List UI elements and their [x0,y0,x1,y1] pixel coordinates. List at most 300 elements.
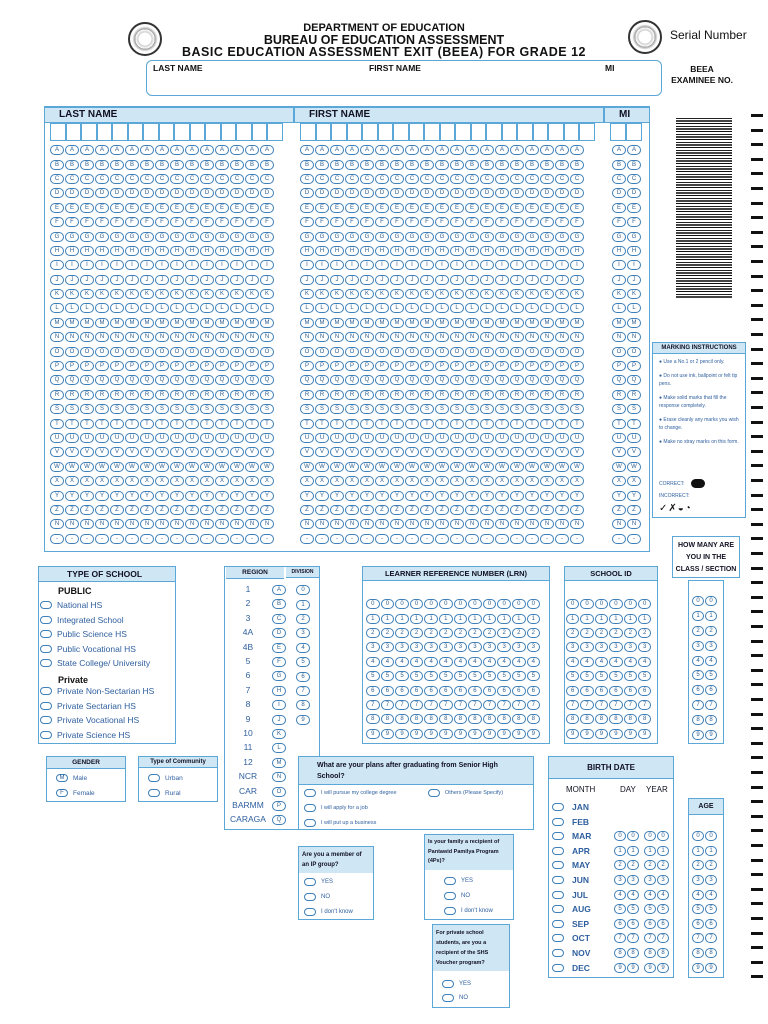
answer-bubble[interactable]: Ñ [245,519,259,529]
answer-bubble[interactable]: P [435,361,449,371]
answer-bubble[interactable]: L [525,303,539,313]
answer-bubble[interactable]: 3 [624,642,637,652]
school-type-bubble[interactable] [40,731,52,739]
answer-bubble[interactable]: G [50,232,64,242]
answer-bubble[interactable]: 8 [410,714,424,724]
answer-bubble[interactable]: V [95,447,109,457]
answer-bubble[interactable]: - [570,534,584,544]
answer-bubble[interactable]: N [80,332,94,342]
answer-bubble[interactable]: V [420,447,434,457]
answer-bubble[interactable]: V [570,447,584,457]
answer-bubble[interactable]: M [375,318,389,328]
answer-bubble[interactable]: 6 [566,686,579,696]
answer-bubble[interactable]: D [185,188,199,198]
answer-bubble[interactable]: U [495,433,509,443]
answer-bubble[interactable]: I [540,260,554,270]
answer-bubble[interactable]: Q [510,375,524,385]
answer-bubble[interactable]: 7 [644,933,656,943]
answer-bubble[interactable]: 4 [692,656,704,666]
answer-bubble[interactable]: - [170,534,184,544]
answer-bubble[interactable]: 1 [527,614,541,624]
answer-bubble[interactable]: H [435,246,449,256]
answer-bubble[interactable]: J [140,275,154,285]
answer-bubble[interactable]: 2 [439,628,453,638]
answer-bubble[interactable]: Q [110,375,124,385]
letter-box[interactable] [190,123,206,141]
school-type-option[interactable] [40,715,139,725]
answer-bubble[interactable]: V [315,447,329,457]
answer-bubble[interactable]: 5 [410,671,424,681]
answer-bubble[interactable]: F [110,217,124,227]
answer-bubble[interactable]: X [360,476,374,486]
answer-bubble[interactable]: J [125,275,139,285]
answer-bubble[interactable]: E [300,203,314,213]
answer-bubble[interactable]: P [540,361,554,371]
answer-bubble[interactable]: M [555,318,569,328]
letter-box[interactable] [533,123,549,141]
answer-bubble[interactable]: T [345,419,359,429]
answer-bubble[interactable]: W [185,462,199,472]
answer-bubble[interactable]: W [375,462,389,472]
answer-bubble[interactable]: M [110,318,124,328]
answer-bubble[interactable]: M [495,318,509,328]
answer-bubble[interactable]: 4 [566,657,579,667]
answer-bubble[interactable]: 0 [439,599,453,609]
answer-bubble[interactable]: B [480,160,494,170]
answer-bubble[interactable]: W [465,462,479,472]
answer-bubble[interactable]: Q [245,375,259,385]
answer-bubble[interactable]: B [612,160,626,170]
answer-bubble[interactable]: N [185,332,199,342]
answer-bubble[interactable]: C [360,174,374,184]
answer-bubble[interactable]: 4 [638,657,651,667]
answer-bubble[interactable]: 0 [644,831,656,841]
answer-bubble[interactable]: Ñ [125,519,139,529]
answer-bubble[interactable]: O [525,347,539,357]
answer-bubble[interactable]: Z [435,505,449,515]
answer-bubble[interactable]: - [360,534,374,544]
answer-bubble[interactable]: A [465,145,479,155]
answer-bubble[interactable]: J [540,275,554,285]
answer-bubble[interactable]: K [95,289,109,299]
answer-bubble[interactable]: 3 [609,642,622,652]
answer-bubble[interactable]: R [50,390,64,400]
answer-bubble[interactable]: W [260,462,274,472]
answer-bubble[interactable]: Z [110,505,124,515]
answer-bubble[interactable]: K [155,289,169,299]
answer-bubble[interactable]: Y [65,491,79,501]
answer-bubble[interactable]: D [125,188,139,198]
answer-bubble[interactable]: P [170,361,184,371]
answer-bubble[interactable]: N [510,332,524,342]
answer-bubble[interactable]: F [65,217,79,227]
answer-bubble[interactable]: I [330,260,344,270]
answer-bubble[interactable]: O [465,347,479,357]
answer-bubble[interactable]: 0 [424,599,438,609]
answer-bubble[interactable]: 0 [609,599,622,609]
answer-bubble[interactable]: 3 [566,642,579,652]
answer-bubble[interactable]: M [140,318,154,328]
answer-bubble[interactable]: E [260,203,274,213]
answer-bubble[interactable]: Ñ [140,519,154,529]
answer-bubble[interactable]: F [627,217,641,227]
answer-bubble[interactable]: G [570,232,584,242]
answer-bubble[interactable]: 1 [424,614,438,624]
answer-bubble[interactable]: R [245,390,259,400]
answer-bubble[interactable]: U [405,433,419,443]
answer-bubble[interactable]: 6 [410,686,424,696]
answer-bubble[interactable]: D [405,188,419,198]
answer-bubble[interactable]: M [510,318,524,328]
answer-bubble[interactable]: 5 [644,904,656,914]
answer-bubble[interactable]: B [465,160,479,170]
answer-bubble[interactable]: 5 [705,904,717,914]
answer-bubble[interactable]: Q [420,375,434,385]
answer-bubble[interactable]: 0 [566,599,579,609]
answer-bubble[interactable]: I [405,260,419,270]
answer-bubble[interactable]: E [555,203,569,213]
answer-bubble[interactable]: 3 [296,628,310,638]
answer-bubble[interactable]: L [390,303,404,313]
answer-bubble[interactable]: R [375,390,389,400]
answer-bubble[interactable]: D [215,188,229,198]
answer-bubble[interactable]: W [612,462,626,472]
answer-bubble[interactable]: T [95,419,109,429]
answer-bubble[interactable]: O [200,347,214,357]
answer-bubble[interactable]: R [420,390,434,400]
answer-bubble[interactable]: O [360,347,374,357]
answer-bubble[interactable]: Q [555,375,569,385]
answer-bubble[interactable]: I [315,260,329,270]
answer-bubble[interactable]: U [170,433,184,443]
answer-bubble[interactable]: N [65,332,79,342]
answer-bubble[interactable]: Y [80,491,94,501]
answer-bubble[interactable]: 3 [468,642,482,652]
answer-bubble[interactable]: R [465,390,479,400]
answer-bubble[interactable]: - [510,534,524,544]
answer-bubble[interactable]: D [540,188,554,198]
answer-bubble[interactable]: J [95,275,109,285]
answer-bubble[interactable]: U [50,433,64,443]
answer-bubble[interactable]: 1 [609,614,622,624]
answer-bubble[interactable]: C [480,174,494,184]
answer-bubble[interactable]: P [245,361,259,371]
region-bubble[interactable]: I [272,700,286,710]
answer-bubble[interactable]: M [570,318,584,328]
answer-bubble[interactable]: 4 [580,657,593,667]
answer-bubble[interactable]: 1 [595,614,608,624]
answer-bubble[interactable]: R [80,390,94,400]
answer-bubble[interactable]: X [50,476,64,486]
answer-bubble[interactable]: 0 [692,596,704,606]
answer-bubble[interactable]: 5 [454,671,468,681]
answer-bubble[interactable]: 3 [627,875,639,885]
answer-bubble[interactable]: X [510,476,524,486]
answer-bubble[interactable]: 8 [580,714,593,724]
answer-bubble[interactable]: 9 [366,729,380,739]
answer-bubble[interactable]: W [230,462,244,472]
month-bubble[interactable] [552,891,564,899]
answer-bubble[interactable]: J [627,275,641,285]
answer-bubble[interactable]: D [95,188,109,198]
answer-bubble[interactable]: Q [435,375,449,385]
answer-bubble[interactable]: 2 [424,628,438,638]
answer-bubble[interactable]: C [230,174,244,184]
answer-bubble[interactable]: G [510,232,524,242]
region-bubble[interactable]: N [272,772,286,782]
answer-bubble[interactable]: Z [405,505,419,515]
answer-bubble[interactable]: D [65,188,79,198]
answer-bubble[interactable]: G [405,232,419,242]
answer-bubble[interactable]: I [260,260,274,270]
answer-bubble[interactable]: U [525,433,539,443]
answer-bubble[interactable]: O [555,347,569,357]
answer-bubble[interactable]: G [612,232,626,242]
answer-bubble[interactable]: C [510,174,524,184]
answer-bubble[interactable]: E [330,203,344,213]
answer-bubble[interactable]: F [185,217,199,227]
answer-bubble[interactable]: I [155,260,169,270]
answer-bubble[interactable]: Ñ [525,519,539,529]
letter-box[interactable] [316,123,332,141]
answer-bubble[interactable]: 6 [657,919,669,929]
answer-bubble[interactable]: U [540,433,554,443]
answer-bubble[interactable]: U [510,433,524,443]
answer-bubble[interactable]: R [95,390,109,400]
answer-bubble[interactable]: H [525,246,539,256]
school-type-option[interactable] [40,701,136,711]
answer-bubble[interactable]: X [612,476,626,486]
answer-bubble[interactable]: 4 [624,657,637,667]
answer-bubble[interactable]: I [230,260,244,270]
answer-bubble[interactable]: 0 [366,599,380,609]
answer-bubble[interactable]: U [260,433,274,443]
answer-bubble[interactable]: - [375,534,389,544]
letter-box[interactable] [486,123,502,141]
answer-bubble[interactable]: Ñ [315,519,329,529]
answer-bubble[interactable]: C [570,174,584,184]
answer-bubble[interactable]: 4 [527,657,541,667]
answer-bubble[interactable]: U [570,433,584,443]
answer-bubble[interactable]: U [480,433,494,443]
answer-bubble[interactable]: X [525,476,539,486]
answer-bubble[interactable]: C [450,174,464,184]
answer-bubble[interactable]: L [245,303,259,313]
answer-bubble[interactable]: G [65,232,79,242]
answer-bubble[interactable]: Ñ [330,519,344,529]
answer-bubble[interactable]: V [300,447,314,457]
answer-bubble[interactable]: M [245,318,259,328]
answer-bubble[interactable]: Y [50,491,64,501]
answer-bubble[interactable]: J [65,275,79,285]
answer-bubble[interactable]: 1 [644,846,656,856]
answer-bubble[interactable]: S [420,404,434,414]
answer-bubble[interactable]: S [495,404,509,414]
letter-box[interactable] [579,123,595,141]
month-option[interactable] [552,919,589,929]
answer-bubble[interactable]: E [450,203,464,213]
answer-bubble[interactable]: E [495,203,509,213]
answer-bubble[interactable]: Ñ [570,519,584,529]
answer-bubble[interactable]: G [390,232,404,242]
answer-bubble[interactable]: W [65,462,79,472]
answer-bubble[interactable]: 9 [410,729,424,739]
answer-bubble[interactable]: S [245,404,259,414]
answer-bubble[interactable]: L [50,303,64,313]
answer-bubble[interactable]: 0 [381,599,395,609]
answer-bubble[interactable]: R [230,390,244,400]
answer-bubble[interactable]: J [80,275,94,285]
answer-bubble[interactable]: C [315,174,329,184]
answer-bubble[interactable]: 4 [512,657,526,667]
answer-bubble[interactable]: Y [480,491,494,501]
plan-job-bubble[interactable] [304,804,316,812]
month-option[interactable] [552,933,590,943]
school-type-bubble[interactable] [40,659,52,667]
answer-bubble[interactable]: G [140,232,154,242]
answer-bubble[interactable]: Z [360,505,374,515]
answer-bubble[interactable]: V [170,447,184,457]
letter-box[interactable] [610,123,626,141]
answer-bubble[interactable]: N [125,332,139,342]
answer-bubble[interactable]: S [315,404,329,414]
answer-bubble[interactable]: E [345,203,359,213]
answer-bubble[interactable]: I [95,260,109,270]
answer-bubble[interactable]: G [315,232,329,242]
answer-bubble[interactable]: H [95,246,109,256]
answer-bubble[interactable]: J [170,275,184,285]
answer-bubble[interactable]: G [375,232,389,242]
answer-bubble[interactable]: C [215,174,229,184]
answer-bubble[interactable]: F [260,217,274,227]
answer-bubble[interactable]: - [50,534,64,544]
answer-bubble[interactable]: 6 [454,686,468,696]
region-bubble[interactable]: B [272,599,286,609]
month-bubble[interactable] [552,832,564,840]
answer-bubble[interactable]: O [155,347,169,357]
answer-bubble[interactable]: A [80,145,94,155]
answer-bubble[interactable]: - [155,534,169,544]
region-bubble[interactable]: L [272,743,286,753]
letter-box[interactable] [128,123,144,141]
answer-bubble[interactable]: V [65,447,79,457]
answer-bubble[interactable]: G [110,232,124,242]
answer-bubble[interactable]: O [230,347,244,357]
answer-bubble[interactable]: C [185,174,199,184]
answer-bubble[interactable]: 6 [424,686,438,696]
answer-bubble[interactable]: Ñ [260,519,274,529]
answer-bubble[interactable]: W [570,462,584,472]
answer-bubble[interactable]: L [495,303,509,313]
answer-bubble[interactable]: E [185,203,199,213]
answer-bubble[interactable]: S [510,404,524,414]
answer-bubble[interactable]: E [125,203,139,213]
answer-bubble[interactable]: Y [345,491,359,501]
answer-bubble[interactable]: G [245,232,259,242]
answer-bubble[interactable]: H [450,246,464,256]
answer-bubble[interactable]: U [612,433,626,443]
answer-bubble[interactable]: O [540,347,554,357]
answer-bubble[interactable]: - [300,534,314,544]
answer-bubble[interactable]: - [435,534,449,544]
answer-bubble[interactable]: D [245,188,259,198]
answer-bubble[interactable]: Q [50,375,64,385]
answer-bubble[interactable]: V [465,447,479,457]
answer-bubble[interactable]: 1 [483,614,497,624]
school-type-option[interactable] [40,615,124,625]
answer-bubble[interactable]: M [612,318,626,328]
answer-bubble[interactable]: 8 [705,715,717,725]
answer-bubble[interactable]: Y [540,491,554,501]
answer-bubble[interactable]: B [230,160,244,170]
answer-bubble[interactable]: 5 [566,671,579,681]
answer-bubble[interactable]: R [110,390,124,400]
answer-bubble[interactable]: 0 [468,599,482,609]
answer-bubble[interactable]: 8 [609,714,622,724]
answer-bubble[interactable]: 3 [692,875,704,885]
answer-bubble[interactable]: 6 [580,686,593,696]
answer-bubble[interactable]: A [555,145,569,155]
answer-bubble[interactable]: F [345,217,359,227]
answer-bubble[interactable]: T [300,419,314,429]
answer-bubble[interactable]: B [215,160,229,170]
answer-bubble[interactable]: D [555,188,569,198]
answer-bubble[interactable]: N [315,332,329,342]
answer-bubble[interactable]: R [435,390,449,400]
answer-bubble[interactable]: H [230,246,244,256]
answer-bubble[interactable]: D [230,188,244,198]
answer-bubble[interactable]: P [50,361,64,371]
answer-bubble[interactable]: C [627,174,641,184]
answer-bubble[interactable]: V [80,447,94,457]
answer-bubble[interactable]: B [450,160,464,170]
answer-bubble[interactable]: M [50,318,64,328]
answer-bubble[interactable]: M [170,318,184,328]
answer-bubble[interactable]: V [230,447,244,457]
answer-bubble[interactable]: F [612,217,626,227]
answer-bubble[interactable]: C [540,174,554,184]
answer-bubble[interactable]: Ñ [612,519,626,529]
answer-bubble[interactable]: J [480,275,494,285]
answer-bubble[interactable]: G [170,232,184,242]
answer-bubble[interactable]: P [525,361,539,371]
letter-box[interactable] [81,123,97,141]
answer-bubble[interactable]: Q [405,375,419,385]
month-bubble[interactable] [552,934,564,942]
answer-bubble[interactable]: B [435,160,449,170]
month-option[interactable] [552,831,591,841]
first-name-boxes[interactable] [300,123,595,141]
answer-bubble[interactable]: B [627,160,641,170]
answer-bubble[interactable]: V [200,447,214,457]
answer-bubble[interactable]: I [525,260,539,270]
answer-bubble[interactable]: T [555,419,569,429]
answer-bubble[interactable]: K [450,289,464,299]
answer-bubble[interactable]: E [480,203,494,213]
answer-bubble[interactable]: Q [140,375,154,385]
answer-bubble[interactable]: V [405,447,419,457]
answer-bubble[interactable]: N [50,332,64,342]
school-type-bubble[interactable] [40,702,52,710]
region-bubble[interactable]: M [272,758,286,768]
answer-bubble[interactable]: T [200,419,214,429]
answer-bubble[interactable]: R [140,390,154,400]
answer-bubble[interactable]: 3 [657,875,669,885]
answer-bubble[interactable]: P [480,361,494,371]
answer-bubble[interactable]: T [315,419,329,429]
answer-bubble[interactable]: 9 [638,729,651,739]
month-option[interactable] [552,948,590,958]
